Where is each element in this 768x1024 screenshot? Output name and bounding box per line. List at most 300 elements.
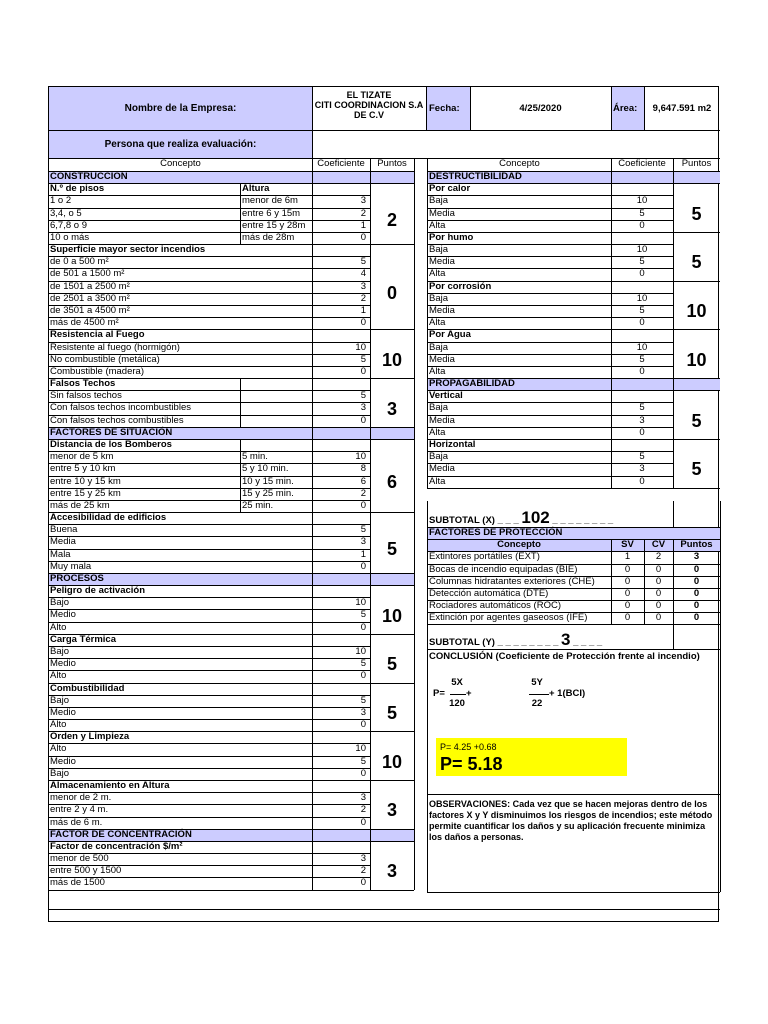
protection-row-cv: 0 xyxy=(655,587,662,599)
left-group-points: 3 xyxy=(386,800,397,821)
grid-hline xyxy=(49,683,414,684)
left-row-label: Muy mala xyxy=(50,560,92,572)
area-label: Área: xyxy=(613,103,638,114)
left-group-points: 0 xyxy=(386,282,397,303)
left-row-label: más de 4500 m² xyxy=(50,317,119,329)
left-row-label: 1 o 2 xyxy=(50,195,72,207)
grid-hline xyxy=(427,551,720,552)
grid-hline xyxy=(427,488,720,489)
protection-row-cv: 0 xyxy=(655,563,662,575)
grid-hline xyxy=(427,612,720,613)
left-row-coef: 0 xyxy=(360,365,366,377)
left-row-label: Medio xyxy=(50,609,76,621)
left-section-title: CONSTRUCCION xyxy=(50,171,128,182)
grid-hline xyxy=(49,463,370,464)
grid-hline xyxy=(49,342,370,343)
protection-head-concepto: Concepto xyxy=(497,539,541,551)
left-group-points: 3 xyxy=(386,861,397,882)
grid-vline xyxy=(673,624,674,649)
left-row-coef: 1 xyxy=(360,304,366,316)
protection-row-cv: 0 xyxy=(655,600,662,612)
left-row-sublabel: entre 15 y 28m xyxy=(242,219,306,231)
col-puntos-right: Puntos xyxy=(681,158,712,169)
grid-hline xyxy=(427,281,720,282)
left-row-coef: 10 xyxy=(355,597,366,609)
left-row-label: más de 6 m. xyxy=(50,816,103,828)
protection-head-sv: SV xyxy=(621,539,634,551)
right-row-coef: 5 xyxy=(639,304,645,316)
left-group-points: 10 xyxy=(381,605,403,626)
left-row-label: Bajo xyxy=(50,694,70,706)
protection-section-title: FACTORES DE PROTECCIÓN xyxy=(429,527,563,538)
left-row-coef: 1 xyxy=(360,219,366,231)
left-row-coef: 3 xyxy=(360,536,366,548)
grid-hline xyxy=(49,402,370,403)
grid-hline xyxy=(49,524,370,525)
right-row-label: Alta xyxy=(429,426,446,438)
result-highlight xyxy=(436,738,627,776)
left-row-coef: 0 xyxy=(360,816,366,828)
left-row-sublabel: 5 min. xyxy=(242,451,268,463)
grid-hline xyxy=(49,890,414,891)
grid-hline xyxy=(427,463,673,464)
left-group-points: 10 xyxy=(381,751,403,772)
grid-vline xyxy=(312,87,313,158)
left-row-coef: 10 xyxy=(355,451,366,463)
company-name-line3: DE C.V xyxy=(353,110,384,120)
grid-vline xyxy=(470,87,471,130)
left-row-coef: 0 xyxy=(360,877,366,889)
left-row-label: más de 25 km xyxy=(50,499,110,511)
grid-hline xyxy=(49,695,370,696)
right-row-label: Baja xyxy=(429,451,449,463)
protection-head-puntos: Puntos xyxy=(680,539,713,551)
left-row-label: Alto xyxy=(50,621,67,633)
grid-vline xyxy=(611,87,612,130)
formula-plus: + xyxy=(466,688,472,699)
right-row-coef: 5 xyxy=(639,207,645,219)
left-group-points: 5 xyxy=(386,538,397,559)
right-group-title: Por humo xyxy=(429,231,474,243)
grid-hline xyxy=(49,244,414,245)
right-row-coef: 10 xyxy=(636,195,648,207)
right-group-points: 10 xyxy=(686,301,707,322)
result-value: P= 5.18 xyxy=(440,754,503,774)
protection-row-label: Detección automática (DTE) xyxy=(429,587,549,599)
left-row-label: Alto xyxy=(50,719,67,731)
grid-vline xyxy=(426,87,427,130)
grid-hline xyxy=(427,624,720,625)
grid-hline xyxy=(49,390,370,391)
left-row-coef: 8 xyxy=(360,463,366,475)
grid-hline xyxy=(49,853,370,854)
grid-vline xyxy=(427,158,428,488)
grid-hline xyxy=(427,256,673,257)
right-row-coef: 0 xyxy=(639,317,645,329)
formula-bar1 xyxy=(450,694,466,695)
left-row-coef: 0 xyxy=(360,719,366,731)
left-row-label: más de 1500 xyxy=(50,877,105,889)
grid-hline xyxy=(49,378,414,379)
grid-hline xyxy=(49,829,414,830)
left-row-coef: 5 xyxy=(360,390,366,402)
grid-hline xyxy=(427,208,673,209)
left-row-coef: 3 xyxy=(360,706,366,718)
right-group-title: Horizontal xyxy=(429,438,476,450)
grid-hline xyxy=(427,476,673,477)
left-section-title: PROCESOS xyxy=(50,572,104,584)
col-coeficiente-right: Coeficiente xyxy=(618,158,666,169)
protection-row-label: Rociadores automáticos (ROC) xyxy=(429,600,561,612)
left-row-coef: 3 xyxy=(360,280,366,292)
protection-row-sv: 0 xyxy=(624,575,631,587)
left-row-label: Sin falsos techos xyxy=(50,390,122,402)
grid-hline xyxy=(49,268,370,269)
formula-bar2 xyxy=(529,694,549,695)
grid-hline xyxy=(49,756,370,757)
left-row-label: menor de 500 xyxy=(50,853,109,865)
subtotal-x xyxy=(429,508,614,527)
right-group-title: Por calor xyxy=(429,183,471,195)
right-row-coef: 10 xyxy=(636,341,648,353)
grid-hline xyxy=(49,366,370,367)
left-row-coef: 5 xyxy=(360,609,366,621)
right-row-label: Alta xyxy=(429,365,446,377)
left-group-title: Distancia de los Bomberos xyxy=(50,438,172,450)
grid-vline xyxy=(240,439,241,512)
formula-den2: 22 xyxy=(531,698,543,709)
left-group-title: Factor de concentración $/m² xyxy=(50,840,183,852)
grid-vline xyxy=(673,501,674,527)
conclusion-label: CONCLUSIÓN (Coeficiente de Protección frente al incendio) xyxy=(429,651,700,662)
area-value: 9,647.591 m2 xyxy=(652,103,712,114)
grid-hline xyxy=(427,195,673,196)
grid-hline xyxy=(49,743,370,744)
left-row-label: Alto xyxy=(50,670,67,682)
left-row-label: Combustible (madera) xyxy=(50,365,144,377)
protection-formula xyxy=(433,675,586,715)
grid-hline xyxy=(49,597,370,598)
left-row-label: Con falsos techos incombustibles xyxy=(50,402,191,414)
left-row-sublabel: más de 28m xyxy=(242,231,295,243)
left-row-label: Resistente al fuego (hormigón) xyxy=(50,341,180,353)
grid-hline xyxy=(49,841,414,842)
left-row-coef: 2 xyxy=(360,207,366,219)
grid-hline xyxy=(427,317,673,318)
protection-row-points: 3 xyxy=(693,551,700,563)
right-group-points: 5 xyxy=(691,459,702,480)
formula-den1: 120 xyxy=(449,698,465,709)
grid-hline xyxy=(427,232,720,233)
left-row-label: Bajo xyxy=(50,597,70,609)
grid-hline xyxy=(49,634,414,635)
left-row-coef: 2 xyxy=(360,865,366,877)
grid-hline xyxy=(49,780,414,781)
grid-hline xyxy=(49,158,720,159)
company-label: Nombre de la Empresa: xyxy=(124,103,237,114)
grid-vline xyxy=(644,539,645,624)
formula-num1: 5X xyxy=(451,677,463,688)
grid-vline xyxy=(370,158,371,890)
grid-hline xyxy=(49,792,370,793)
right-row-label: Baja xyxy=(429,341,449,353)
protection-row-sv: 0 xyxy=(624,612,631,624)
left-row-coef: 1 xyxy=(360,548,366,560)
grid-hline xyxy=(49,256,370,257)
grid-hline xyxy=(49,646,370,647)
left-row-coef: 10 xyxy=(355,341,366,353)
right-group-points: 5 xyxy=(691,410,702,431)
protection-row-label: Columnas hidratantes exteriores (CHE) xyxy=(429,575,595,587)
grid-hline xyxy=(49,573,414,574)
grid-hline xyxy=(49,130,720,131)
grid-hline xyxy=(49,512,414,513)
grid-vline xyxy=(611,539,612,624)
grid-hline xyxy=(49,731,414,732)
left-row-sublabel: 5 y 10 min. xyxy=(242,463,289,475)
right-section-title: PROPAGABILIDAD xyxy=(429,378,515,390)
grid-vline xyxy=(240,378,241,427)
protection-row-sv: 0 xyxy=(624,563,631,575)
right-row-coef: 5 xyxy=(639,353,645,365)
right-row-label: Alta xyxy=(429,268,446,280)
grid-vline xyxy=(414,158,415,890)
left-row-label: No combustible (metálica) xyxy=(50,353,160,365)
grid-hline xyxy=(427,220,673,221)
grid-vline xyxy=(644,87,645,130)
grid-hline xyxy=(49,171,414,172)
grid-hline xyxy=(427,305,673,306)
right-section-title: DESTRUCTIBILIDAD xyxy=(429,171,522,182)
grid-hline xyxy=(49,804,370,805)
left-row-coef: 3 xyxy=(360,853,366,865)
grid-hline xyxy=(427,171,720,172)
left-row-label: menor de 5 km xyxy=(50,451,114,463)
grid-vline xyxy=(673,158,674,488)
grid-hline xyxy=(427,183,720,184)
right-group-title: Vertical xyxy=(429,390,463,402)
grid-hline xyxy=(427,588,720,589)
protection-row-label: Extinción por agentes gaseosos (IFE) xyxy=(429,612,588,624)
subtotal-x-label: SUBTOTAL (X) _ _ _ xyxy=(429,515,519,526)
left-row-label: entre 5 y 10 km xyxy=(50,463,116,475)
grid-hline xyxy=(427,402,673,403)
left-row-label: entre 10 y 15 km xyxy=(50,475,121,487)
protection-row-points: 0 xyxy=(693,587,700,599)
protection-row-sv: 0 xyxy=(624,600,631,612)
grid-hline xyxy=(49,488,370,489)
left-row-coef: 3 xyxy=(360,402,366,414)
evaluator-label: Persona que realiza evaluación: xyxy=(104,139,257,150)
grid-hline xyxy=(427,794,720,795)
grid-hline xyxy=(49,536,370,537)
left-row-coef: 2 xyxy=(360,487,366,499)
left-row-label: 3,4, o 5 xyxy=(50,207,82,219)
right-group-title: Por corrosión xyxy=(429,280,492,292)
observations-text: OBSERVACIONES: Cada vez que se hacen mejoras dentro de los factores X y Y disminuimos los riesgos de incendios; este método permite cuantificar los daños y su aplicación frecuente minimiza los daños a personas. xyxy=(429,799,713,842)
grid-hline xyxy=(427,415,673,416)
date-value: 4/25/2020 xyxy=(519,103,562,114)
result-breakdown: P= 4.25 +0.68 xyxy=(440,742,497,752)
right-row-coef: 10 xyxy=(636,292,648,304)
left-row-label: menor de 2 m. xyxy=(50,792,112,804)
subtotal-y-tail: _ _ _ _ xyxy=(573,637,603,648)
left-group-subtitle: Altura xyxy=(242,183,270,195)
right-group-title: Por Agua xyxy=(429,329,471,341)
left-row-label: Medio xyxy=(50,706,76,718)
right-row-label: Baja xyxy=(429,244,449,256)
grid-hline xyxy=(427,564,720,565)
grid-hline xyxy=(427,600,720,601)
right-row-coef: 5 xyxy=(639,402,645,414)
subtotal-y-value: 3 xyxy=(561,630,571,649)
grid-hline xyxy=(427,576,720,577)
left-row-label: 10 o más xyxy=(50,231,90,243)
right-row-coef: 5 xyxy=(639,256,645,268)
grid-hline xyxy=(427,293,673,294)
left-row-coef: 5 xyxy=(360,524,366,536)
col-puntos-left: Puntos xyxy=(377,158,407,169)
right-row-label: Media xyxy=(429,304,455,316)
right-row-coef: 3 xyxy=(639,414,645,426)
grid-hline xyxy=(427,439,720,440)
left-row-coef: 0 xyxy=(360,621,366,633)
protection-row-label: Bocas de incendio equipadas (BIE) xyxy=(429,563,578,575)
subtotal-y xyxy=(429,630,603,649)
subtotal-y-label: SUBTOTAL (Y) _ _ _ _ _ _ _ _ xyxy=(429,637,559,648)
grid-hline xyxy=(49,476,370,477)
protection-row-points: 0 xyxy=(693,612,700,624)
grid-hline xyxy=(49,427,414,428)
right-row-label: Alta xyxy=(429,219,446,231)
grid-hline xyxy=(49,415,370,416)
left-group-title: Falsos Techos xyxy=(50,378,116,390)
left-row-label: Alto xyxy=(50,743,67,755)
right-group-points: 10 xyxy=(686,349,707,370)
grid-hline xyxy=(427,649,720,650)
protection-row-cv: 2 xyxy=(655,551,662,563)
left-group-title: Accesibilidad de edificios xyxy=(50,512,167,524)
left-row-coef: 3 xyxy=(360,195,366,207)
left-row-coef: 10 xyxy=(355,646,366,658)
left-row-coef: 0 xyxy=(360,317,366,329)
company-name-line2: CITI COORDINACION S.A xyxy=(314,100,424,110)
grid-hline xyxy=(49,305,370,306)
left-row-label: 6,7,8 o 9 xyxy=(50,219,87,231)
left-row-sublabel: 15 y 25 min. xyxy=(242,487,294,499)
grid-hline xyxy=(49,317,370,318)
right-row-label: Media xyxy=(429,207,455,219)
left-row-label: entre 15 y 25 km xyxy=(50,487,121,499)
grid-hline xyxy=(49,877,370,878)
grid-hline xyxy=(427,539,720,540)
right-row-coef: 10 xyxy=(636,244,648,256)
grid-vline xyxy=(427,501,428,892)
left-row-label: Buena xyxy=(50,524,78,536)
grid-hline xyxy=(49,622,370,623)
grid-hline xyxy=(49,817,370,818)
protection-row-points: 0 xyxy=(693,600,700,612)
left-row-coef: 0 xyxy=(360,231,366,243)
left-group-title: Resistencia al Fuego xyxy=(50,329,145,341)
left-row-label: Medio xyxy=(50,658,76,670)
left-section-title: FACTOR DE CONCENTRACIÓN xyxy=(50,828,192,840)
grid-hline xyxy=(49,232,370,233)
formula-p: P= xyxy=(433,688,445,699)
left-row-coef: 0 xyxy=(360,560,366,572)
left-row-label: de 501 a 1500 m² xyxy=(50,268,125,280)
left-group-points: 5 xyxy=(386,654,397,675)
left-row-sublabel: entre 6 y 15m xyxy=(242,207,301,219)
protection-row-label: Extintores portátiles (EXT) xyxy=(429,551,540,563)
right-group-points: 5 xyxy=(691,203,702,224)
left-row-coef: 5 xyxy=(360,755,366,767)
right-row-coef: 0 xyxy=(639,268,645,280)
left-row-coef: 5 xyxy=(360,694,366,706)
grid-vline xyxy=(414,158,415,171)
left-row-label: de 0 a 500 m² xyxy=(50,256,109,268)
grid-hline xyxy=(49,195,370,196)
left-row-label: entre 2 y 4 m. xyxy=(50,804,109,816)
grid-hline xyxy=(49,865,370,866)
left-row-coef: 10 xyxy=(355,743,366,755)
left-row-coef: 3 xyxy=(360,792,366,804)
grid-hline xyxy=(49,451,370,452)
protection-head-cv: CV xyxy=(651,539,666,551)
left-row-label: Bajo xyxy=(50,767,70,779)
right-row-label: Media xyxy=(429,414,455,426)
left-group-title: Combustibilidad xyxy=(50,682,125,694)
protection-row-sv: 1 xyxy=(624,551,631,563)
left-section-title: FACTORES DE SITUACIÓN xyxy=(50,426,173,438)
left-row-coef: 0 xyxy=(360,767,366,779)
grid-hline xyxy=(427,268,673,269)
grid-hline xyxy=(49,670,370,671)
right-row-label: Media xyxy=(429,463,455,475)
left-row-coef: 0 xyxy=(360,499,366,511)
left-group-title: Almacenamiento en Altura xyxy=(50,780,170,791)
protection-row-points: 0 xyxy=(693,575,700,587)
right-row-coef: 5 xyxy=(639,451,645,463)
left-row-label: entre 500 y 1500 xyxy=(50,865,122,877)
grid-hline xyxy=(427,390,720,391)
left-row-label: Medio xyxy=(50,755,76,767)
date-label: Fecha: xyxy=(429,103,460,114)
left-row-sublabel: 25 min. xyxy=(242,499,274,511)
grid-hline xyxy=(49,561,370,562)
left-row-label: Media xyxy=(50,536,76,548)
left-group-title: Carga Térmica xyxy=(50,633,117,645)
grid-hline xyxy=(427,244,673,245)
grid-hline xyxy=(427,342,673,343)
left-row-coef: 5 xyxy=(360,658,366,670)
grid-hline xyxy=(427,329,720,330)
grid-hline xyxy=(49,293,370,294)
right-row-label: Alta xyxy=(429,317,446,329)
grid-hline xyxy=(49,183,414,184)
right-row-coef: 0 xyxy=(639,219,645,231)
grid-vline xyxy=(720,501,721,892)
grid-hline xyxy=(49,329,414,330)
grid-hline xyxy=(49,439,414,440)
grid-hline xyxy=(427,427,673,428)
left-row-sublabel: menor de 6m xyxy=(242,195,298,207)
grid-hline xyxy=(427,892,720,893)
protection-row-points: 0 xyxy=(693,563,700,575)
right-row-coef: 0 xyxy=(639,365,645,377)
left-group-title: N.º de pisos xyxy=(50,183,105,195)
left-group-points: 6 xyxy=(386,471,397,492)
